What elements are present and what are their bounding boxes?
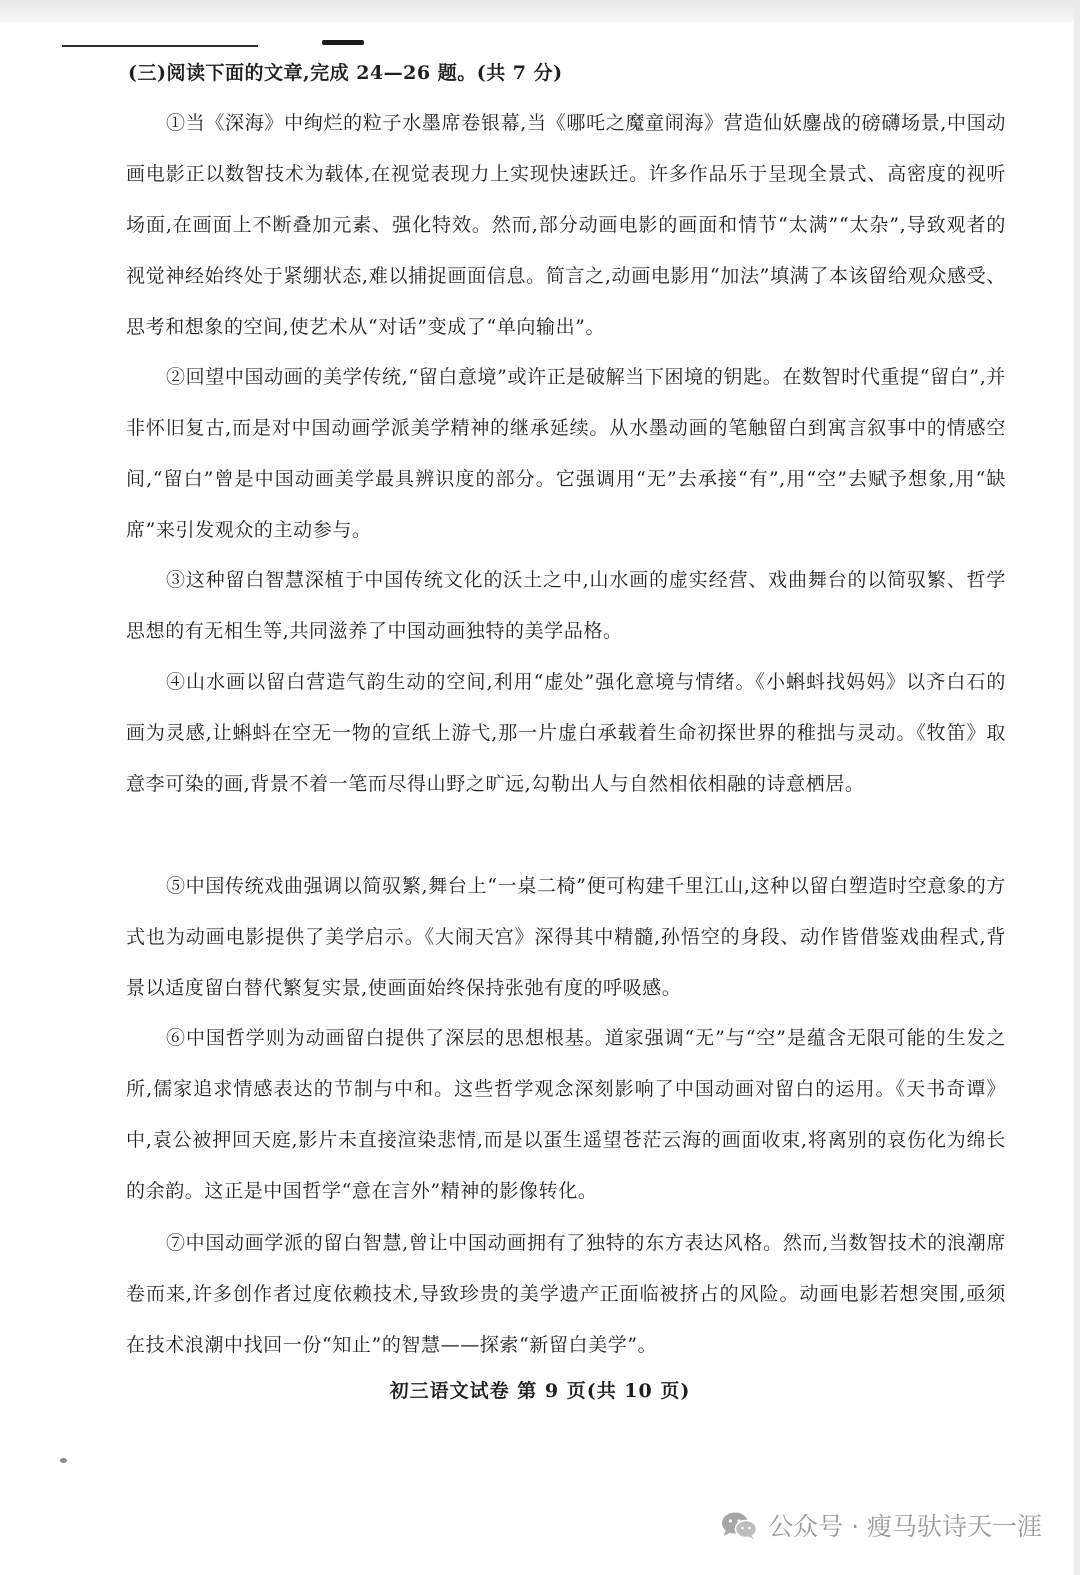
wechat-icon <box>720 1510 758 1540</box>
scan-speck <box>60 1458 67 1463</box>
watermark-text: 公众号 · 瘦马驮诗天一涯 <box>768 1512 1042 1541</box>
watermark <box>720 1507 1042 1543</box>
paragraph-6: ⑥中国哲学则为动画留白提供了深层的思想根基。道家强调“无”与“空”是蕴含无限可能的生发之所,儒家追求情感表达的节制与中和。这些哲学观念深刻影响了中国动画对留白的运用。《天书奇谭》中,袁公被押回天庭,影片未直接渲染悲情,而是以蛋生遥望苍茫云海的画面收束,将离别的哀伤化为绵长的余韵。这正是中国哲学“意在言外”精神的影像转化。 <box>126 1027 1006 1202</box>
paragraph-2: ②回望中国动画的美学传统,“留白意境”或许正是破解当下困境的钥匙。在数智时代重提“留白”,并非怀旧复古,而是对中国动画学派美学精神的继承延续。从水墨动画的笔触留白到寓言叙事中的情感空间,“留白”曾是中国动画美学最具辨识度的部分。它强调用“无”去承接“有”,用“空”去赋予想象,用“缺席”来引发观众的主动参与。 <box>126 366 1006 541</box>
page-footer: 初三语文试卷 第 9 页(共 10 页) <box>389 1380 691 1402</box>
paragraph-5: ⑤中国传统戏曲强调以简驭繁,舞台上“一桌二椅”便可构建千里江山,这种以留白塑造时空意象的方式也为动画电影提供了美学启示。《大闹天宫》深得其中精髓,孙悟空的身段、动作皆借鉴戏曲程式,背景以适度留白替代繁复实景,使画面始终保持张弛有度的呼吸感。 <box>126 875 1006 999</box>
header-rule <box>62 45 258 47</box>
paragraph-7: ⑦中国动画学派的留白智慧,曾让中国动画拥有了独特的东方表达风格。然而,当数智技术的浪潮席卷而来,许多创作者过度依赖技术,导致珍贵的美学遗产正面临被挤占的风险。动画电影若想突围,亟须在技术浪潮中找回一份“知止”的智慧——探索“新留白美学”。 <box>126 1232 1006 1356</box>
section-heading: (三)阅读下面的文章,完成 24—26 题。(共 7 分) <box>128 62 563 84</box>
paragraph-3: ③这种留白智慧深植于中国传统文化的沃土之中,山水画的虚实经营、戏曲舞台的以简驭繁、哲学思想的有无相生等,共同滋养了中国动画独特的美学品格。 <box>126 569 1006 642</box>
scan-top-band <box>0 0 1080 22</box>
scan-right-edge <box>1074 0 1080 1575</box>
header-mark <box>322 40 364 45</box>
paragraph-4: ④山水画以留白营造气韵生动的空间,利用“虚处”强化意境与情绪。《小蝌蚪找妈妈》以齐白石的画为灵感,让蝌蚪在空无一物的宣纸上游弋,那一片虚白承载着生命初探世界的稚拙与灵动。《牧笛》取意李可染的画,背景不着一笔而尽得山野之旷远,勾勒出人与自然相依相融的诗意栖居。 <box>126 671 1006 795</box>
paragraph-1: ①当《深海》中绚烂的粒子水墨席卷银幕,当《哪吒之魔童闹海》营造仙妖鏖战的磅礴场景,中国动画电影正以数智技术为载体,在视觉表现力上实现快速跃迁。许多作品乐于呈现全景式、高密度的视听场面,在画面上不断叠加元素、强化特效。然而,部分动画电影的画面和情节“太满”“太杂”,导致观者的视觉神经始终处于紧绷状态,难以捕捉画面信息。简言之,动画电影用“加法”填满了本该留给观众感受、思考和想象的空间,使艺术从“对话”变成了“单向输出”。 <box>126 112 1006 338</box>
